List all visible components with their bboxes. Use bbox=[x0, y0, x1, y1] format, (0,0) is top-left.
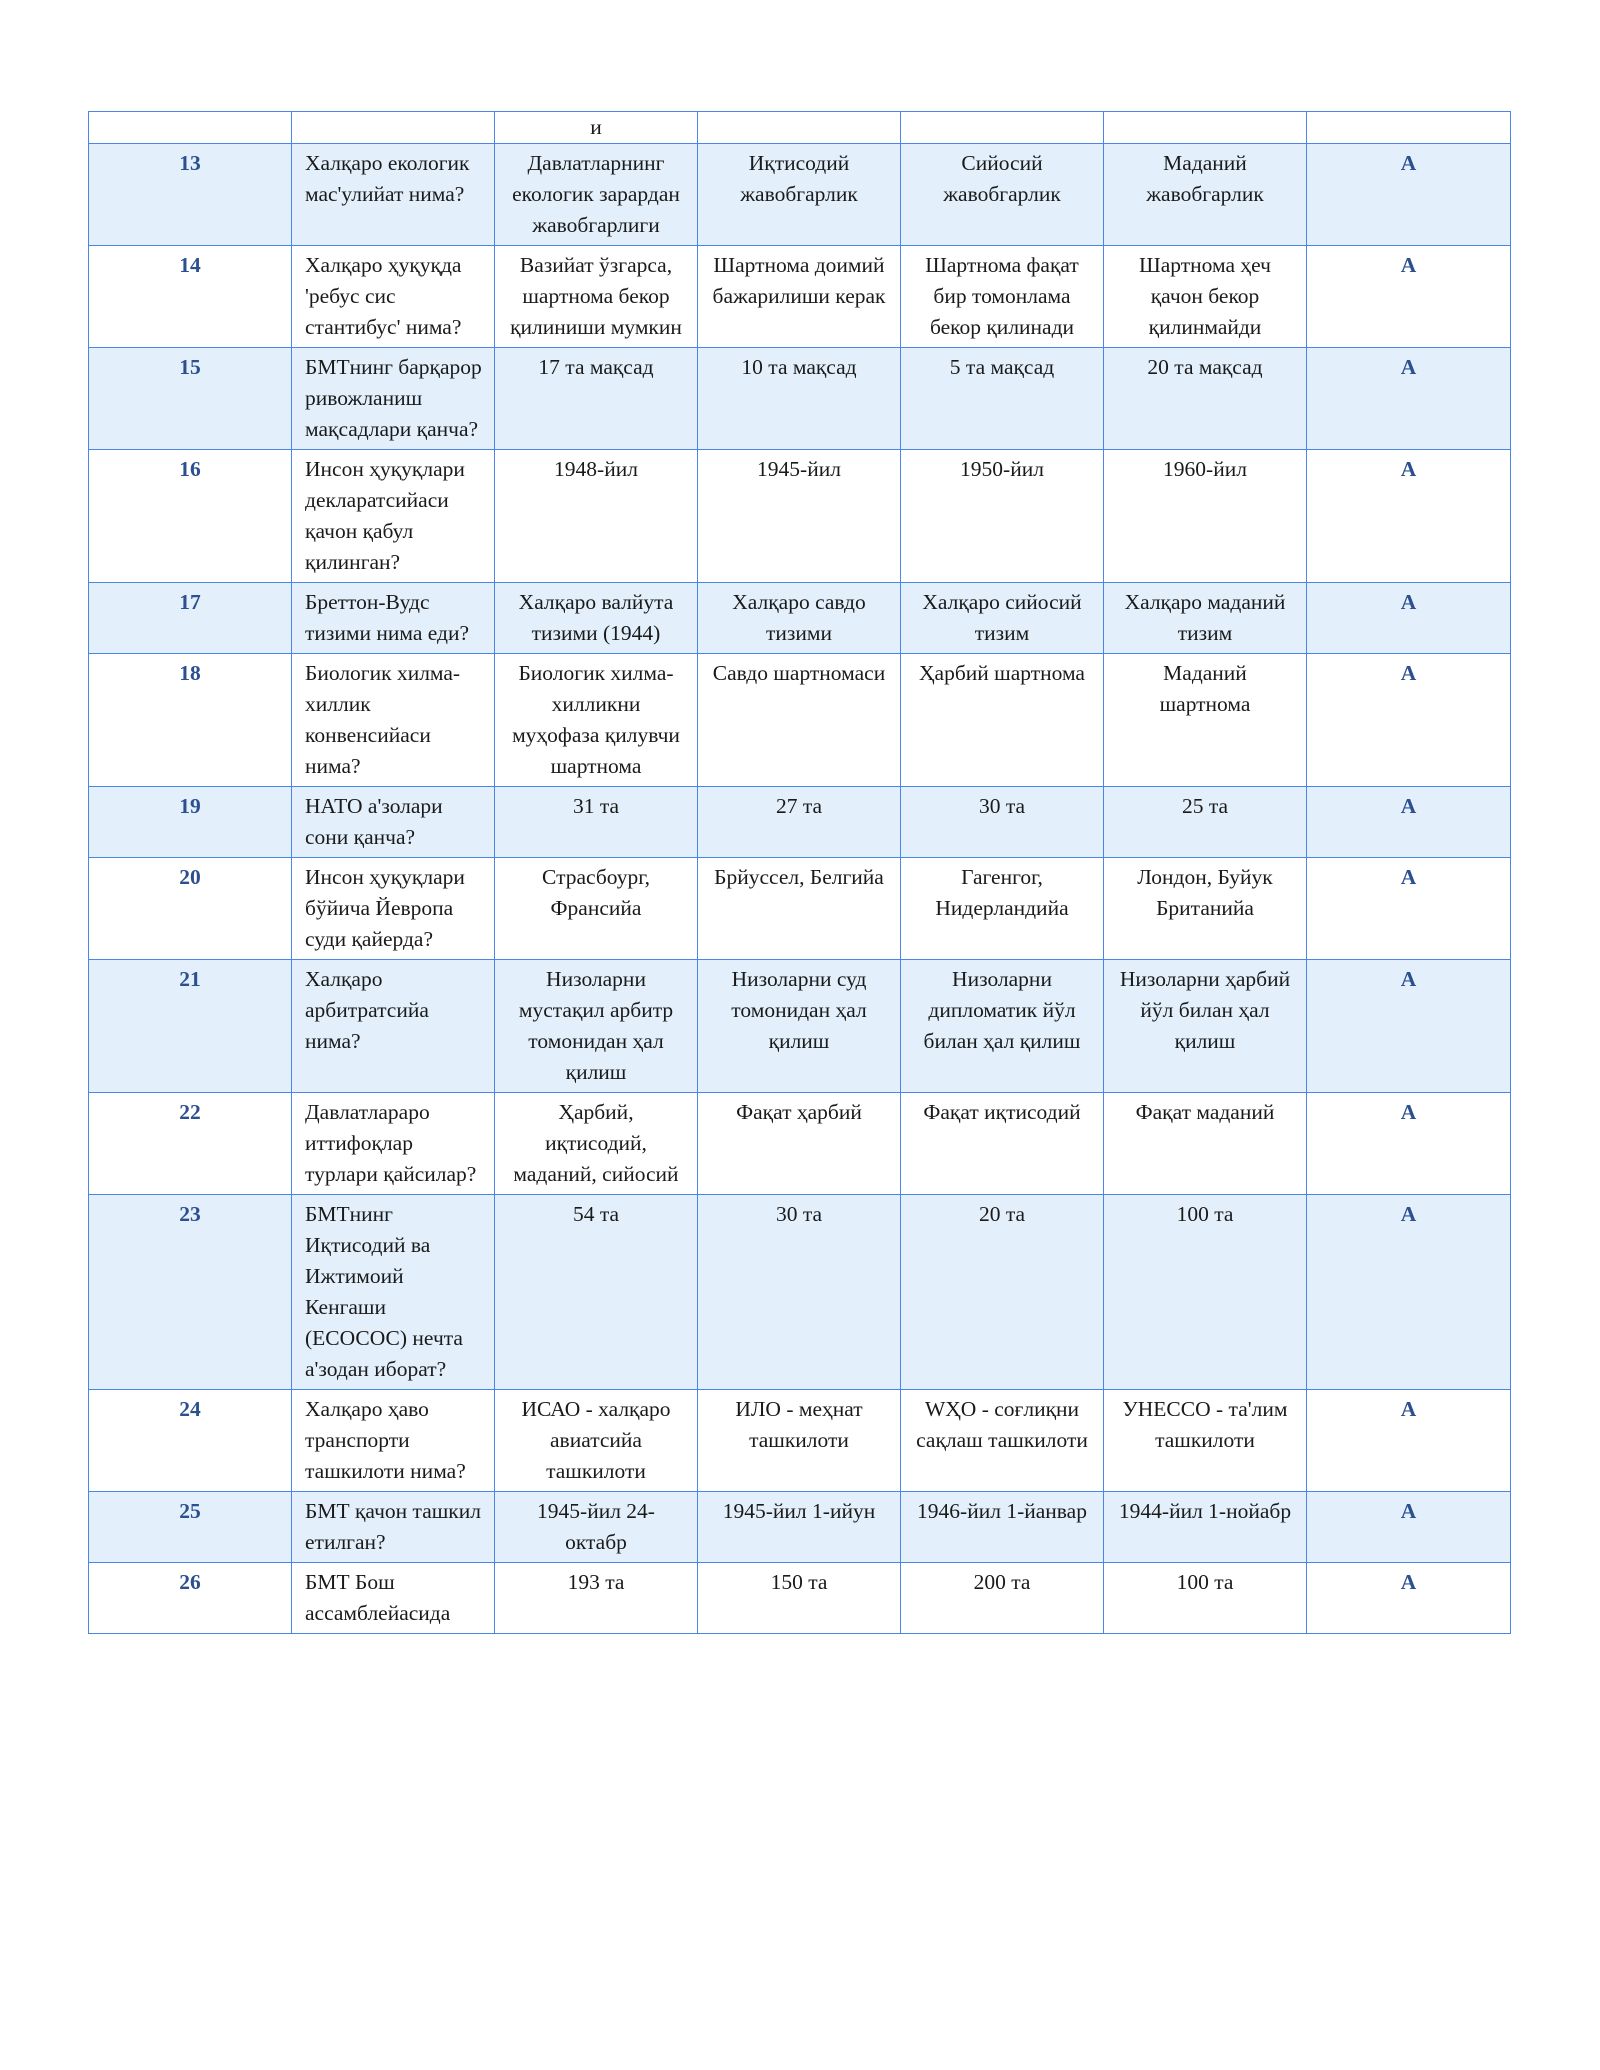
table-row bbox=[89, 1093, 1511, 1195]
cell-number: 13 bbox=[89, 144, 292, 246]
cell-option-c: Шартнома фақат бир томонлама бекор қилинади bbox=[901, 246, 1104, 348]
cell-number: 17 bbox=[89, 583, 292, 654]
cell-question: Инсон ҳуқуқлари декларатсийаси қачон қабул қилинган? bbox=[292, 450, 495, 583]
cell-option-d: 25 та bbox=[1104, 787, 1307, 858]
cell-option-d: Халқаро маданий тизим bbox=[1104, 583, 1307, 654]
cell-option-d: Фақат маданий bbox=[1104, 1093, 1307, 1195]
table-row bbox=[89, 787, 1511, 858]
cell-answer: A bbox=[1307, 654, 1511, 787]
cell-option-a: 54 та bbox=[495, 1195, 698, 1390]
cell-answer bbox=[1307, 112, 1511, 144]
cell-option-c: WҲО - соғлиқни сақлаш ташкилоти bbox=[901, 1390, 1104, 1492]
cell-answer: A bbox=[1307, 246, 1511, 348]
cell-option-c: 20 та bbox=[901, 1195, 1104, 1390]
cell-option-b: Савдо шартномаси bbox=[698, 654, 901, 787]
cell-option-d: 1944-йил 1-нойабр bbox=[1104, 1492, 1307, 1563]
cell-answer: A bbox=[1307, 1195, 1511, 1390]
cell-option-b: Низоларни суд томонидан ҳал қилиш bbox=[698, 960, 901, 1093]
cell-answer: A bbox=[1307, 1390, 1511, 1492]
cell-question: Биологик хилма-хиллик конвенсийаси нима? bbox=[292, 654, 495, 787]
cell-number: 16 bbox=[89, 450, 292, 583]
cell-option-c: 5 та мақсад bbox=[901, 348, 1104, 450]
cell-number: 14 bbox=[89, 246, 292, 348]
table-row bbox=[89, 583, 1511, 654]
table-row bbox=[89, 1563, 1511, 1634]
table-row bbox=[89, 1195, 1511, 1390]
cell-option-a: 31 та bbox=[495, 787, 698, 858]
cell-option-b: Халқаро савдо тизими bbox=[698, 583, 901, 654]
cell-option-a: ИСАО - халқаро авиатсийа ташкилоти bbox=[495, 1390, 698, 1492]
table-row-continued bbox=[89, 112, 1511, 144]
cell-answer: A bbox=[1307, 144, 1511, 246]
cell-option-b: Фақат ҳарбий bbox=[698, 1093, 901, 1195]
cell-number: 22 bbox=[89, 1093, 292, 1195]
cell-option-d: Шартнома ҳеч қачон бекор қилинмайди bbox=[1104, 246, 1307, 348]
cell-option-c: 1946-йил 1-йанвар bbox=[901, 1492, 1104, 1563]
cell-option-b: 27 та bbox=[698, 787, 901, 858]
cell-option-d: Маданий шартнома bbox=[1104, 654, 1307, 787]
cell-option-a: 1948-йил bbox=[495, 450, 698, 583]
cell-option-b bbox=[698, 112, 901, 144]
cell-option-d: УНЕССО - та'лим ташкилоти bbox=[1104, 1390, 1307, 1492]
document-page bbox=[88, 111, 1510, 1634]
cell-option-b: 30 та bbox=[698, 1195, 901, 1390]
table-row bbox=[89, 450, 1511, 583]
cell-option-b: 150 та bbox=[698, 1563, 901, 1634]
cell-option-d: 1960-йил bbox=[1104, 450, 1307, 583]
cell-number: 21 bbox=[89, 960, 292, 1093]
cell-option-a: 17 та мақсад bbox=[495, 348, 698, 450]
cell-question: БМТнинг барқарор ривожланиш мақсадлари қанча? bbox=[292, 348, 495, 450]
table-row bbox=[89, 960, 1511, 1093]
cell-option-a: Низоларни мустақил арбитр томонидан ҳал қилиш bbox=[495, 960, 698, 1093]
cell-question: Халқаро екологик мас'улийат нима? bbox=[292, 144, 495, 246]
cell-question: БМТ қачон ташкил етилган? bbox=[292, 1492, 495, 1563]
table-row bbox=[89, 246, 1511, 348]
cell-answer: A bbox=[1307, 348, 1511, 450]
cell-answer: A bbox=[1307, 787, 1511, 858]
cell-option-b: Брйуссел, Белгийа bbox=[698, 858, 901, 960]
cell-option-b: 10 та мақсад bbox=[698, 348, 901, 450]
cell-question bbox=[292, 112, 495, 144]
cell-option-b: 1945-йил bbox=[698, 450, 901, 583]
cell-option-d: 100 та bbox=[1104, 1195, 1307, 1390]
cell-number: 19 bbox=[89, 787, 292, 858]
cell-option-d: 20 та мақсад bbox=[1104, 348, 1307, 450]
cell-option-c: Гагенгог, Нидерландийа bbox=[901, 858, 1104, 960]
table-row bbox=[89, 144, 1511, 246]
cell-option-a: Страсбоург, Франсийа bbox=[495, 858, 698, 960]
table-row bbox=[89, 348, 1511, 450]
cell-number: 24 bbox=[89, 1390, 292, 1492]
cell-option-b: 1945-йил 1-ийун bbox=[698, 1492, 901, 1563]
cell-number bbox=[89, 112, 292, 144]
cell-number: 18 bbox=[89, 654, 292, 787]
cell-question: Инсон ҳуқуқлари бўйича Йевропа суди қайерда? bbox=[292, 858, 495, 960]
cell-question: Давлатлараро иттифоқлар турлари қайсилар? bbox=[292, 1093, 495, 1195]
table-row bbox=[89, 1390, 1511, 1492]
cell-question: БМТнинг Иқтисодий ва Ижтимоий Кенгаши (ЕСОСОС) нечта а'зодан иборат? bbox=[292, 1195, 495, 1390]
cell-number: 23 bbox=[89, 1195, 292, 1390]
cell-option-a: 1945-йил 24-октабр bbox=[495, 1492, 698, 1563]
cell-option-c: Халқаро сийосий тизим bbox=[901, 583, 1104, 654]
cell-answer: A bbox=[1307, 1492, 1511, 1563]
cell-option-b: ИЛО - меҳнат ташкилоти bbox=[698, 1390, 901, 1492]
cell-option-d bbox=[1104, 112, 1307, 144]
cell-option-c: 30 та bbox=[901, 787, 1104, 858]
cell-option-a: Ҳарбий, иқтисодий, маданий, сийосий bbox=[495, 1093, 698, 1195]
cell-option-c: 200 та bbox=[901, 1563, 1104, 1634]
cell-number: 20 bbox=[89, 858, 292, 960]
cell-option-c: 1950-йил bbox=[901, 450, 1104, 583]
cell-option-a: Давлатларнинг екологик зарардан жавобгарлиги bbox=[495, 144, 698, 246]
table-row bbox=[89, 1492, 1511, 1563]
cell-option-a: Биологик хилма-хилликни муҳофаза қилувчи шартнома bbox=[495, 654, 698, 787]
cell-number: 26 bbox=[89, 1563, 292, 1634]
cell-option-c bbox=[901, 112, 1104, 144]
cell-number: 15 bbox=[89, 348, 292, 450]
cell-option-d: 100 та bbox=[1104, 1563, 1307, 1634]
cell-question: БМТ Бош ассамблейасида bbox=[292, 1563, 495, 1634]
cell-question: Халқаро арбитратсийа нима? bbox=[292, 960, 495, 1093]
cell-option-b: Шартнома доимий бажарилиши керак bbox=[698, 246, 901, 348]
cell-question: Бреттон-Вудс тизими нима еди? bbox=[292, 583, 495, 654]
table-row bbox=[89, 654, 1511, 787]
cell-option-d: Лондон, Буйук Британийа bbox=[1104, 858, 1307, 960]
cell-option-c: Фақат иқтисодий bbox=[901, 1093, 1104, 1195]
cell-answer: A bbox=[1307, 960, 1511, 1093]
cell-answer: A bbox=[1307, 1093, 1511, 1195]
cell-option-a: 193 та bbox=[495, 1563, 698, 1634]
cell-question: Халқаро ҳаво транспорти ташкилоти нима? bbox=[292, 1390, 495, 1492]
table-row bbox=[89, 858, 1511, 960]
cell-option-a: и bbox=[495, 112, 698, 144]
cell-answer: A bbox=[1307, 450, 1511, 583]
cell-option-d: Низоларни ҳарбий йўл билан ҳал қилиш bbox=[1104, 960, 1307, 1093]
cell-option-c: Ҳарбий шартнома bbox=[901, 654, 1104, 787]
cell-option-b: Иқтисодий жавобгарлик bbox=[698, 144, 901, 246]
cell-answer: A bbox=[1307, 1563, 1511, 1634]
cell-option-a: Вазийат ўзгарса, шартнома бекор қилиниши мумкин bbox=[495, 246, 698, 348]
cell-option-a: Халқаро валйута тизими (1944) bbox=[495, 583, 698, 654]
cell-question: НАТО а'золари сони қанча? bbox=[292, 787, 495, 858]
cell-question: Халқаро ҳуқуқда 'ребус сис стантибус' нима? bbox=[292, 246, 495, 348]
cell-option-d: Маданий жавобгарлик bbox=[1104, 144, 1307, 246]
cell-option-c: Сийосий жавобгарлик bbox=[901, 144, 1104, 246]
cell-answer: A bbox=[1307, 858, 1511, 960]
cell-number: 25 bbox=[89, 1492, 292, 1563]
cell-answer: A bbox=[1307, 583, 1511, 654]
questions-table bbox=[88, 111, 1511, 1634]
cell-option-c: Низоларни дипломатик йўл билан ҳал қилиш bbox=[901, 960, 1104, 1093]
